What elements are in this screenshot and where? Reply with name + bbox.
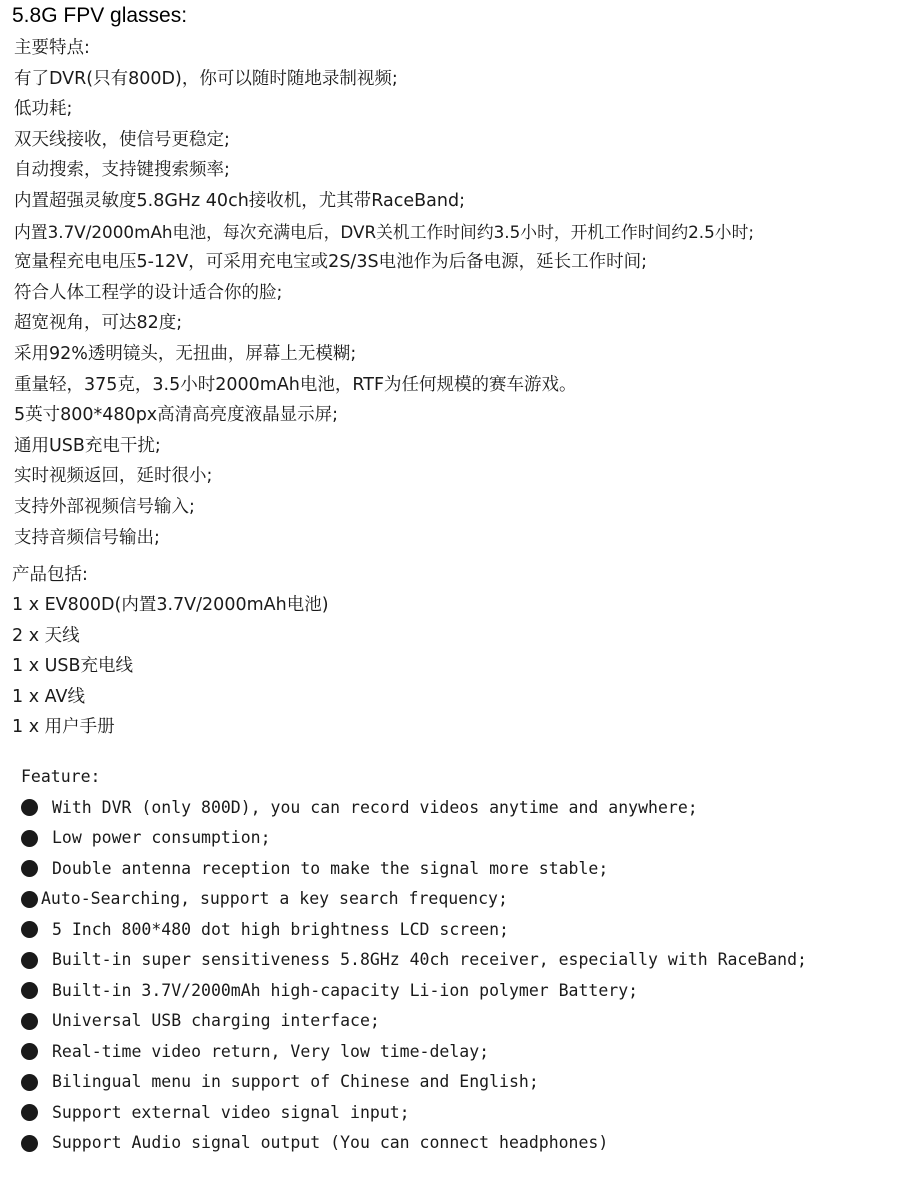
chinese-feature-item: 5英寸800*480px高清高亮度液晶显示屏; [14, 405, 339, 426]
english-feature-text: Double antenna reception to make the signal more stable; [52, 858, 609, 878]
chinese-features-heading: 主要特点: [14, 38, 90, 58]
bullet-icon [21, 1043, 38, 1060]
english-feature-text: 5 Inch 800*480 dot high brightness LCD screen; [52, 919, 509, 939]
english-feature-item [21, 854, 807, 885]
english-feature-item [21, 1037, 807, 1068]
bullet-icon [21, 891, 38, 908]
chinese-feature-item: 自动搜索，支持键搜索频率; [14, 160, 230, 181]
bullet-icon [21, 830, 38, 847]
english-feature-text: With DVR (only 800D), you can record videos anytime and anywhere; [52, 797, 698, 817]
chinese-feature-item: 重量轻，375克，3.5小时2000mAh电池，RTF为任何规模的赛车游戏。 [14, 374, 577, 395]
english-features-section [21, 762, 807, 1159]
package-item: 2 x 天线 [12, 625, 80, 646]
chinese-feature-item: 符合人体工程学的设计适合你的脸; [14, 282, 283, 303]
chinese-feature-item: 支持外部视频信号输入; [14, 496, 195, 517]
bullet-icon [21, 860, 38, 877]
package-item: 1 x USB充电线 [12, 656, 134, 677]
bullet-icon [21, 1013, 38, 1030]
package-item: 1 x EV800D(内置3.7V/2000mAh电池) [12, 595, 329, 616]
package-item: 1 x 用户手册 [12, 716, 115, 737]
english-feature-item [21, 884, 807, 915]
chinese-features-section [14, 33, 754, 553]
chinese-feature-item: 采用92%透明镜头，无扭曲，屏幕上无模糊; [14, 343, 357, 364]
english-feature-item [21, 793, 807, 824]
english-feature-text: Support external video signal input; [52, 1102, 410, 1122]
english-feature-item [21, 1006, 807, 1037]
bullet-icon [21, 952, 38, 969]
english-feature-item [21, 823, 807, 854]
chinese-feature-item: 低功耗; [14, 99, 73, 120]
english-feature-text: Auto-Searching, support a key search frequency; [41, 889, 508, 908]
chinese-feature-item: 宽量程充电电压5-12V，可采用充电宝或2S/3S电池作为后备电源，延长工作时间; [14, 252, 647, 273]
english-feature-item [21, 1067, 807, 1098]
bullet-icon [21, 799, 38, 816]
chinese-feature-item: 内置3.7V/2000mAh电池，每次充满电后，DVR关机工作时间约3.5小时，开机工作时间约2.5小时; [14, 221, 755, 242]
bullet-icon [21, 1074, 38, 1091]
english-feature-item [21, 1128, 807, 1159]
english-features-heading: Feature: [21, 767, 101, 786]
english-feature-text: Real-time video return, Very low time-delay; [52, 1041, 490, 1061]
chinese-feature-item: 实时视频返回，延时很小; [14, 466, 213, 487]
english-feature-text: Support Audio signal output (You can connect headphones) [52, 1133, 609, 1152]
bullet-icon [21, 1135, 38, 1152]
english-feature-text: Universal USB charging interface; [52, 1011, 380, 1030]
chinese-feature-item: 超宽视角，可达82度; [14, 313, 183, 334]
chinese-feature-item: 有了DVR(只有800D)，你可以随时随地录制视频; [14, 68, 398, 89]
english-feature-item [21, 915, 807, 946]
page-title: 5.8G FPV glasses: [12, 4, 188, 27]
chinese-feature-item: 内置超强灵敏度5.8GHz 40ch接收机，尤其带RaceBand; [14, 190, 465, 211]
english-feature-text: Built-in super sensitiveness 5.8GHz 40ch receiver, especially with RaceBand; [52, 950, 807, 969]
package-item: 1 x AV线 [12, 686, 85, 707]
bullet-icon [21, 1104, 38, 1121]
chinese-feature-item: 支持音频信号输出; [14, 527, 160, 548]
english-feature-item [21, 1098, 807, 1129]
english-feature-item [21, 945, 807, 976]
bullet-icon [21, 982, 38, 999]
chinese-feature-item: 通用USB充电干扰; [14, 435, 161, 456]
chinese-feature-item: 双天线接收，使信号更稳定; [14, 129, 230, 150]
english-feature-text: Bilingual menu in support of Chinese and English; [52, 1072, 539, 1091]
english-feature-text: Built-in 3.7V/2000mAh high-capacity Li-ion polymer Battery; [52, 980, 639, 1000]
bullet-icon [21, 921, 38, 938]
package-contents-section [12, 560, 329, 742]
english-feature-item [21, 976, 807, 1007]
english-feature-text: Low power consumption; [52, 828, 271, 847]
package-heading: 产品包括: [12, 565, 88, 585]
